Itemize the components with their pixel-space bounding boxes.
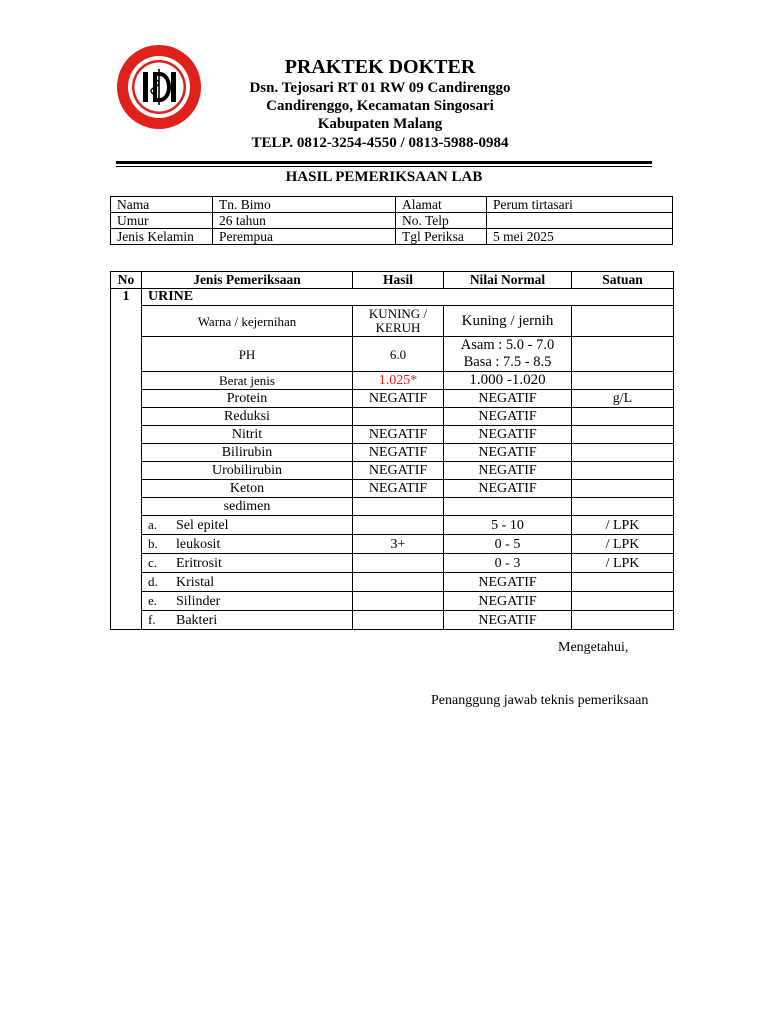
- logo-text: IDI: [159, 133, 161, 134]
- table-row: [111, 516, 674, 535]
- col-header-hasil: Hasil: [353, 272, 444, 289]
- test-unit: [572, 498, 674, 516]
- test-normal: Kuning / jernih: [444, 306, 572, 337]
- test-normal: NEGATIF: [444, 426, 572, 444]
- test-name: Urobilirubin: [142, 462, 353, 480]
- table-row: [111, 573, 674, 592]
- test-unit: [572, 426, 674, 444]
- col-header-normal: Nilai Normal: [444, 272, 572, 289]
- test-name: Protein: [142, 390, 353, 408]
- table-row: [111, 213, 673, 229]
- value-telp: [487, 213, 673, 229]
- address-line-3: Kabupaten Malang: [317, 116, 443, 132]
- test-unit: g/L: [572, 390, 674, 408]
- test-unit: / LPK: [572, 535, 674, 554]
- test-normal: 1.000 -1.020: [444, 372, 572, 390]
- sediment-name: [142, 554, 353, 573]
- sediment-name: [142, 535, 353, 554]
- test-result: NEGATIF: [353, 462, 444, 480]
- test-normal: [444, 337, 572, 372]
- test-result: NEGATIF: [353, 444, 444, 462]
- test-name: Berat jenis: [142, 372, 353, 390]
- test-result: [353, 408, 444, 426]
- test-normal: NEGATIF: [444, 573, 572, 592]
- test-name: PH: [142, 337, 353, 372]
- test-normal: 5 - 10: [444, 516, 572, 535]
- patient-info-table: [110, 196, 673, 245]
- test-unit: [572, 480, 674, 498]
- test-result: [353, 592, 444, 611]
- document-subtitle: HASIL PEMERIKSAAN LAB: [285, 169, 483, 185]
- test-result: [353, 498, 444, 516]
- normal-range-base: Basa : 7.5 - 8.5: [463, 354, 552, 370]
- header-divider: [116, 161, 652, 164]
- label-nama: Nama: [111, 197, 213, 213]
- table-row: [111, 408, 674, 426]
- test-normal: NEGATIF: [444, 480, 572, 498]
- value-umur: 26 tahun: [213, 213, 396, 229]
- test-unit: [572, 592, 674, 611]
- test-unit: [572, 611, 674, 630]
- address-line-2: Candirenggo, Kecamatan Singosari: [266, 98, 494, 114]
- test-result: [353, 516, 444, 535]
- test-normal: NEGATIF: [444, 611, 572, 630]
- test-unit: [572, 337, 674, 372]
- test-normal: NEGATIF: [444, 444, 572, 462]
- table-row: [111, 229, 673, 245]
- label-telp: No. Telp: [396, 213, 487, 229]
- normal-range-acid: Asam : 5.0 - 7.0: [460, 337, 555, 353]
- table-row: [111, 554, 674, 573]
- row-number: 1: [111, 289, 142, 630]
- table-row: [111, 498, 674, 516]
- lab-results-table: [110, 271, 674, 630]
- label-tgl-periksa: Tgl Periksa: [396, 229, 487, 245]
- value-tgl-periksa: 5 mei 2025: [487, 229, 673, 245]
- table-row: [111, 611, 674, 630]
- sediment-label: Silinder: [176, 594, 221, 609]
- test-unit: [572, 372, 674, 390]
- table-row: [111, 426, 674, 444]
- test-normal: 0 - 5: [444, 535, 572, 554]
- sediment-letter: e.: [148, 593, 158, 608]
- test-result: [353, 573, 444, 592]
- test-name: sedimen: [142, 498, 353, 516]
- table-header-row: [111, 272, 674, 289]
- sediment-letter: b.: [148, 536, 158, 551]
- test-name: Nitrit: [142, 426, 353, 444]
- sediment-letter: a.: [148, 517, 158, 532]
- test-result-abnormal: 1.025*: [353, 372, 444, 390]
- sediment-label: Kristal: [176, 575, 215, 590]
- test-name: Bilirubin: [142, 444, 353, 462]
- table-row: [111, 390, 674, 408]
- test-normal: NEGATIF: [444, 592, 572, 611]
- table-row: [111, 592, 674, 611]
- test-result: 3+: [353, 535, 444, 554]
- col-header-jenis: Jenis Pemeriksaan: [142, 272, 353, 289]
- signature-responsible: Penanggung jawab teknis pemeriksaan: [431, 693, 649, 708]
- test-unit: / LPK: [572, 554, 674, 573]
- test-result: NEGATIF: [353, 426, 444, 444]
- table-row: [111, 306, 674, 337]
- test-normal: NEGATIF: [444, 408, 572, 426]
- sediment-label: leukosit: [176, 537, 221, 552]
- page-title: PRAKTEK DOKTER: [284, 56, 476, 78]
- test-name: Reduksi: [142, 408, 353, 426]
- table-row: [111, 444, 674, 462]
- col-header-satuan: Satuan: [572, 272, 674, 289]
- test-normal: NEGATIF: [444, 462, 572, 480]
- address-line-1: Dsn. Tejosari RT 01 RW 09 Candirenggo: [249, 80, 511, 96]
- value-nama: Tn. Bimo: [213, 197, 396, 213]
- table-row: [111, 197, 673, 213]
- table-row: [111, 462, 674, 480]
- test-unit: [572, 573, 674, 592]
- sediment-name: [142, 573, 353, 592]
- test-result: KUNING / KERUH: [353, 306, 444, 337]
- signature-acknowledged: Mengetahui,: [558, 640, 629, 655]
- col-header-no: No: [111, 272, 142, 289]
- label-umur: Umur: [111, 213, 213, 229]
- table-row: [111, 337, 674, 372]
- sediment-label: Bakteri: [176, 613, 218, 628]
- test-normal: [444, 498, 572, 516]
- sediment-label: Sel epitel: [176, 518, 229, 533]
- test-result: [353, 611, 444, 630]
- header-divider-thin: [116, 166, 652, 167]
- value-jenis-kelamin: Perempua: [213, 229, 396, 245]
- sediment-name: [142, 592, 353, 611]
- idi-logo: [115, 43, 203, 134]
- test-normal: 0 - 3: [444, 554, 572, 573]
- test-result: 6.0: [353, 337, 444, 372]
- test-result: NEGATIF: [353, 480, 444, 498]
- test-name: Keton: [142, 480, 353, 498]
- sediment-name: [142, 611, 353, 630]
- table-row: [111, 372, 674, 390]
- group-row: [111, 289, 674, 306]
- sediment-letter: c.: [148, 555, 158, 570]
- sediment-letter: f.: [148, 612, 156, 627]
- label-jenis-kelamin: Jenis Kelamin: [111, 229, 213, 245]
- test-unit: [572, 306, 674, 337]
- sediment-label: Eritrosit: [176, 556, 222, 571]
- test-name: Warna / kejernihan: [142, 306, 353, 337]
- label-alamat: Alamat: [396, 197, 487, 213]
- table-row: [111, 535, 674, 554]
- test-normal: NEGATIF: [444, 390, 572, 408]
- value-alamat: Perum tirtasari: [487, 197, 673, 213]
- sediment-name: [142, 516, 353, 535]
- sediment-letter: d.: [148, 574, 158, 589]
- test-result: NEGATIF: [353, 390, 444, 408]
- test-unit: [572, 408, 674, 426]
- group-label: URINE: [142, 289, 674, 306]
- test-unit: / LPK: [572, 516, 674, 535]
- test-unit: [572, 444, 674, 462]
- table-row: [111, 480, 674, 498]
- phone-line: TELP. 0812-3254-4550 / 0813-5988-0984: [251, 135, 509, 151]
- test-result: [353, 554, 444, 573]
- test-unit: [572, 462, 674, 480]
